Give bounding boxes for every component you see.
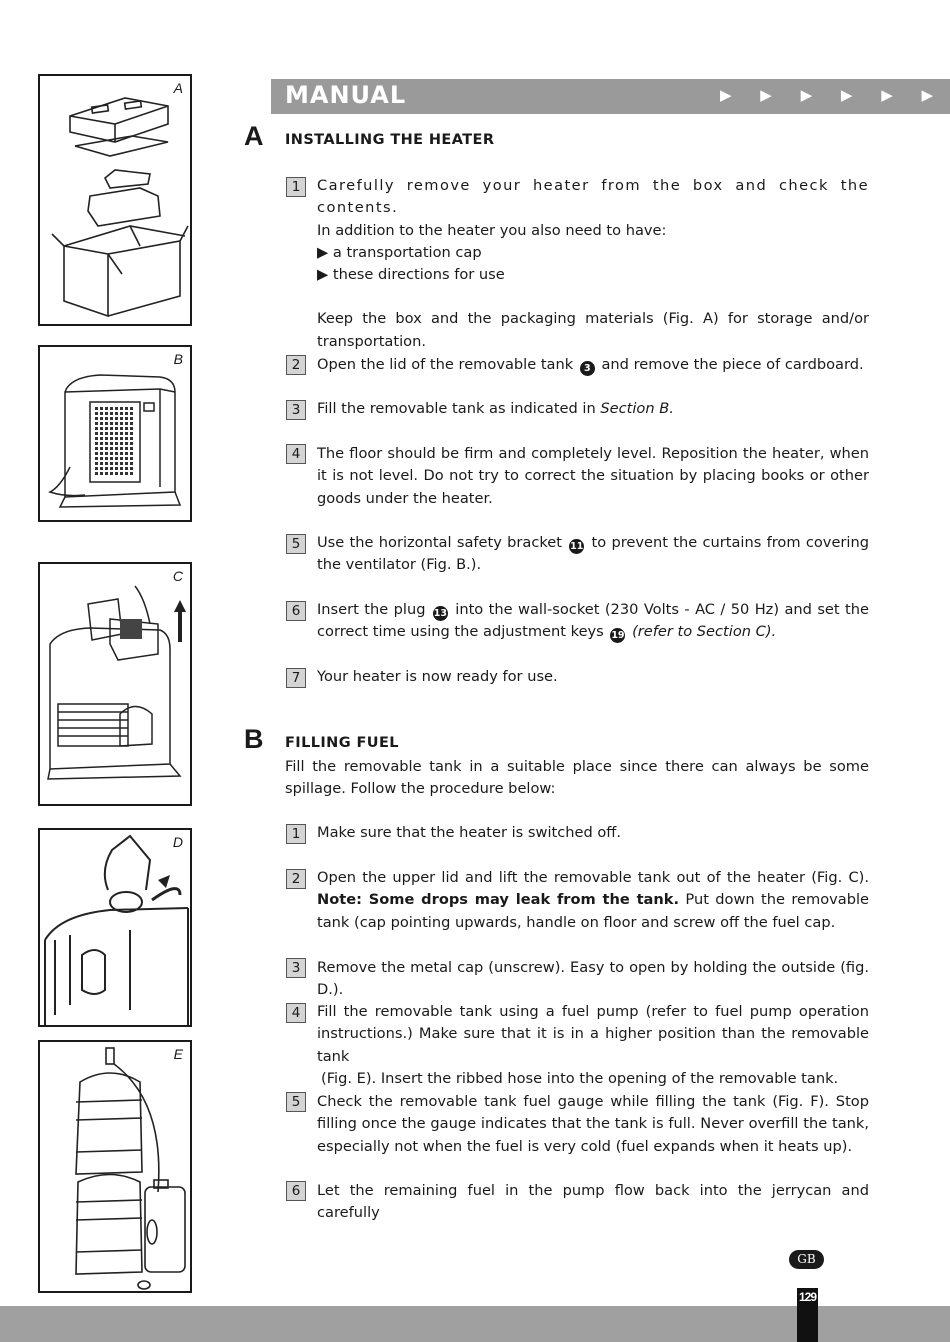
text-run: Open the upper lid and lift the removable tank out of the heater (Fig. C). [317, 869, 869, 886]
cap-unscrew-illustration [40, 830, 190, 1025]
section-a-title: INSTALLING THE HEATER [285, 132, 495, 148]
text-run: Fill the removable tank using a fuel pump (refer to fuel pump operation instructions.) Make sure that it is in a higher position than the removable tank [317, 1003, 869, 1065]
figure-d [38, 828, 192, 1027]
step-number: 2 [286, 869, 306, 889]
section-reference: Section B. [600, 400, 674, 417]
step-text: Remove the metal cap (unscrew). Easy to open by holding the outside (fig. D.). [317, 959, 869, 999]
step-number: 7 [286, 668, 306, 688]
section-b-letter: B [244, 724, 264, 754]
bullet-item: ▶ a transportation cap [317, 243, 482, 261]
figure-e [38, 1040, 192, 1293]
section-a-letter: A [244, 121, 264, 151]
text-run: Fill the removable tank as indicated in [317, 400, 601, 417]
step-text: Let the remaining fuel in the pump flow back into the jerrycan and carefully [317, 1182, 869, 1222]
step-line: Carefully remove your heater from the box and check the contents. [317, 177, 869, 217]
step-number: 2 [286, 355, 306, 375]
step-number: 6 [286, 601, 306, 621]
step-number: 3 [286, 958, 306, 978]
heater-rear-illustration [40, 347, 190, 520]
step-number: 5 [286, 1092, 306, 1112]
figure-b [38, 345, 192, 522]
step-text [317, 599, 869, 644]
bullet-item: ▶ these directions for use [317, 266, 505, 284]
step-number: 4 [286, 1003, 306, 1023]
figure-letter: D [172, 834, 183, 850]
step-text [317, 354, 869, 376]
section-b-intro: Fill the removable tank in a suitable place since there can always be some spillage. Follow the procedure below: [285, 758, 869, 798]
step-number: 1 [286, 177, 306, 197]
figure-a [38, 74, 192, 326]
callout-number: 11 [570, 541, 584, 552]
box-unpacking-illustration [40, 76, 190, 324]
step-text [317, 398, 869, 420]
header-arrows: ▶ ▶ ▶ ▶ ▶ ▶ [720, 86, 946, 104]
header-bar [271, 79, 950, 114]
page-number: 129 [798, 1290, 817, 1304]
step-number: 4 [286, 444, 306, 464]
step-text [317, 1001, 869, 1090]
text-run: and remove the piece of cardboard. [596, 356, 864, 373]
step-text: Make sure that the heater is switched off. [317, 824, 621, 841]
step-text: The floor should be firm and completely level. Reposition the heater, when it is not level. Do not try to correct the situation by placing books or other goods under the heater. [317, 445, 869, 507]
step-text [317, 175, 869, 353]
page-title: MANUAL [285, 81, 407, 109]
section-b-title: FILLING FUEL [285, 735, 399, 751]
figure-letter: B [173, 351, 183, 367]
text-run: to prevent the curtains from covering the ventilator (Fig. B.). [317, 534, 869, 574]
language-badge: GB [789, 1250, 824, 1269]
step-number: 1 [286, 824, 306, 844]
step-number: 5 [286, 534, 306, 554]
callout-number: 19 [611, 630, 625, 642]
note-text: Note: Some drops may leak from the tank. [317, 891, 680, 909]
text-run: Insert the plug [317, 601, 431, 618]
step-number: 3 [286, 400, 306, 420]
text-run: Open the lid of the removable tank [317, 356, 578, 373]
step-number: 6 [286, 1181, 306, 1201]
text-run: into the wall-socket (230 Volts - AC / 50 Hz) and set the correct time using the adjustment keys [317, 601, 869, 641]
step-text: Check the removable tank fuel gauge while filling the tank (Fig. F). Stop filling once the gauge indicates that the tank is full. Never overfill the tank, especially not when the fuel is very cold (fuel expands when it heats up). [317, 1093, 869, 1155]
step-text [317, 532, 869, 577]
step-text: Your heater is now ready for use. [317, 668, 558, 685]
callout-number: 13 [433, 608, 447, 619]
step-line: Keep the box and the packaging materials (Fig. A) for storage and/or transportation. [317, 310, 869, 350]
tank-removal-illustration [40, 564, 190, 804]
figure-letter: A [173, 80, 183, 96]
figure-c [38, 562, 192, 806]
text-run: (Fig. E). Insert the ribbed hose into the opening of the removable tank. [321, 1069, 839, 1087]
figure-letter: E [173, 1046, 183, 1062]
text-run: Use the horizontal safety bracket [317, 534, 568, 551]
step-text [317, 867, 869, 934]
figure-letter: C [172, 568, 183, 584]
text-run: Put down the removable tank (cap pointing upwards, handle on floor and screw off the fuel cap. [317, 891, 870, 931]
step-line: In addition to the heater you also need to have: [317, 221, 667, 239]
section-reference: (refer to Section C). [627, 623, 777, 641]
fuel-pump-illustration [40, 1042, 190, 1291]
callout-number: 3 [580, 361, 595, 376]
